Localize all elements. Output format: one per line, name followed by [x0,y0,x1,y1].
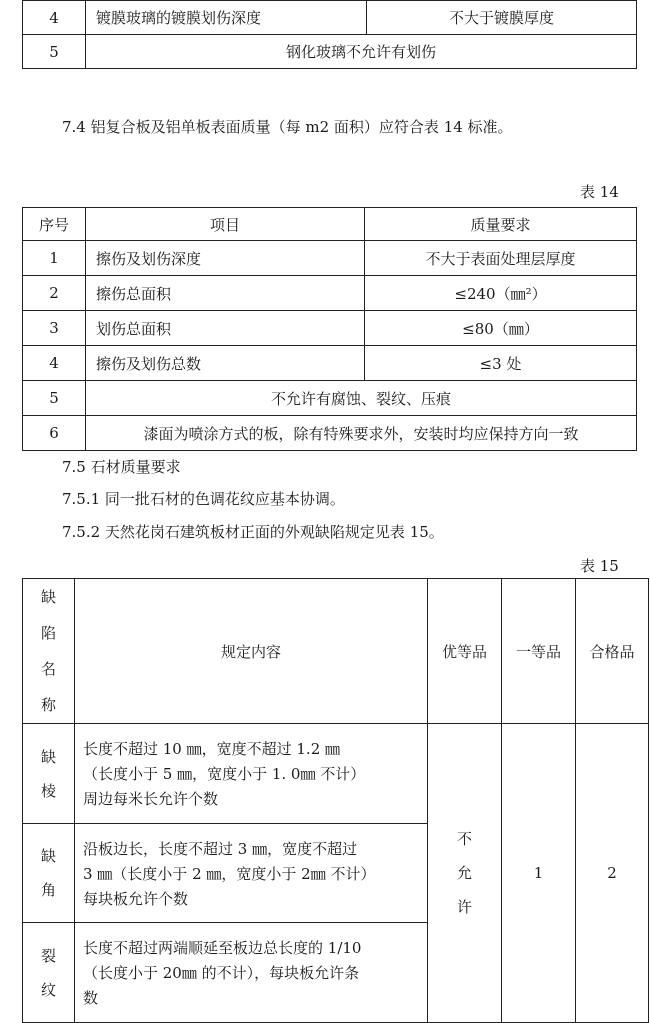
table-header-row [23,579,649,724]
table-row [23,311,637,346]
header-item: 项目 [86,208,365,241]
span-cell: 漆面为喷涂方式的板，除有特殊要求外，安装时均应保持方向一致 [86,416,637,451]
span-cell: 不允许有腐蚀、裂纹、压痕 [86,381,637,416]
defect-name-cell: 缺 棱 [23,724,75,824]
row-number: 5 [23,381,86,416]
header-no: 序号 [23,208,86,241]
row-number: 4 [23,1,86,35]
header-grade-qualified: 合格品 [576,579,649,724]
defect-content-cell: 长度不超过两端顺延至板边总长度的 1/10 （长度小于 20㎜ 的不计），每块板允许条 数 [75,923,428,1023]
table-15 [22,578,649,1023]
requirement-cell: 不大于镀膜厚度 [367,1,637,35]
requirement-cell: ≤3 处 [365,346,637,381]
table-row [23,276,637,311]
row-number: 1 [23,241,86,276]
table-row [23,241,637,276]
defect-name-cell: 缺 角 [23,824,75,923]
header-grade-first: 一等品 [502,579,576,724]
grade-first-value: 1 [502,724,576,1023]
table-header-row [23,208,637,241]
item-cell: 镀膜玻璃的镀膜划伤深度 [86,1,367,35]
section-7-5-2: 7.5.2 天然花岗石建筑板材正面的外观缺陷规定见表 15。 [62,523,444,541]
row-number: 3 [23,311,86,346]
table-14 [22,207,637,451]
table-row [23,346,637,381]
section-7-5: 7.5 石材质量要求 [62,458,181,476]
item-cell: 擦伤总面积 [86,276,365,311]
header-content: 规定内容 [75,579,428,724]
table-row [23,1,637,35]
row-number: 2 [23,276,86,311]
row-number: 4 [23,346,86,381]
requirement-cell: ≤240（㎜²） [365,276,637,311]
table-13-tail [22,0,637,69]
row-number: 5 [23,35,86,69]
item-cell: 划伤总面积 [86,311,365,346]
table-row [23,416,637,451]
item-cell: 擦伤及划伤总数 [86,346,365,381]
table-15-caption: 表 15 [580,557,619,575]
grade-premium-value: 不 允 许 [428,724,502,1023]
section-7-4: 7.4 铝复合板及铝单板表面质量（每 m2 面积）应符合表 14 标准。 [62,118,513,136]
table-row [23,35,637,69]
table-row [23,724,649,824]
item-cell: 擦伤及划伤深度 [86,241,365,276]
row-number: 6 [23,416,86,451]
grade-qualified-value: 2 [576,724,649,1023]
header-grade-premium: 优等品 [428,579,502,724]
span-cell: 钢化玻璃不允许有划伤 [86,35,637,69]
section-7-5-1: 7.5.1 同一批石材的色调花纹应基本协调。 [62,490,345,508]
table-row [23,381,637,416]
requirement-cell: 不大于表面处理层厚度 [365,241,637,276]
header-defect-name: 缺 陷 名 称 [23,579,75,724]
requirement-cell: ≤80（㎜） [365,311,637,346]
defect-content-cell: 长度不超过 10 ㎜，宽度不超过 1.2 ㎜ （长度小于 5 ㎜，宽度小于 1. 0㎜ 不计） 周边每米长允许个数 [75,724,428,824]
header-requirement: 质量要求 [365,208,637,241]
defect-name-cell: 裂 纹 [23,923,75,1023]
defect-content-cell: 沿板边长，长度不超过 3 ㎜，宽度不超过 3 ㎜（长度小于 2 ㎜，宽度小于 2㎜ 不计） 每块板允许个数 [75,824,428,923]
table-14-caption: 表 14 [580,183,619,201]
